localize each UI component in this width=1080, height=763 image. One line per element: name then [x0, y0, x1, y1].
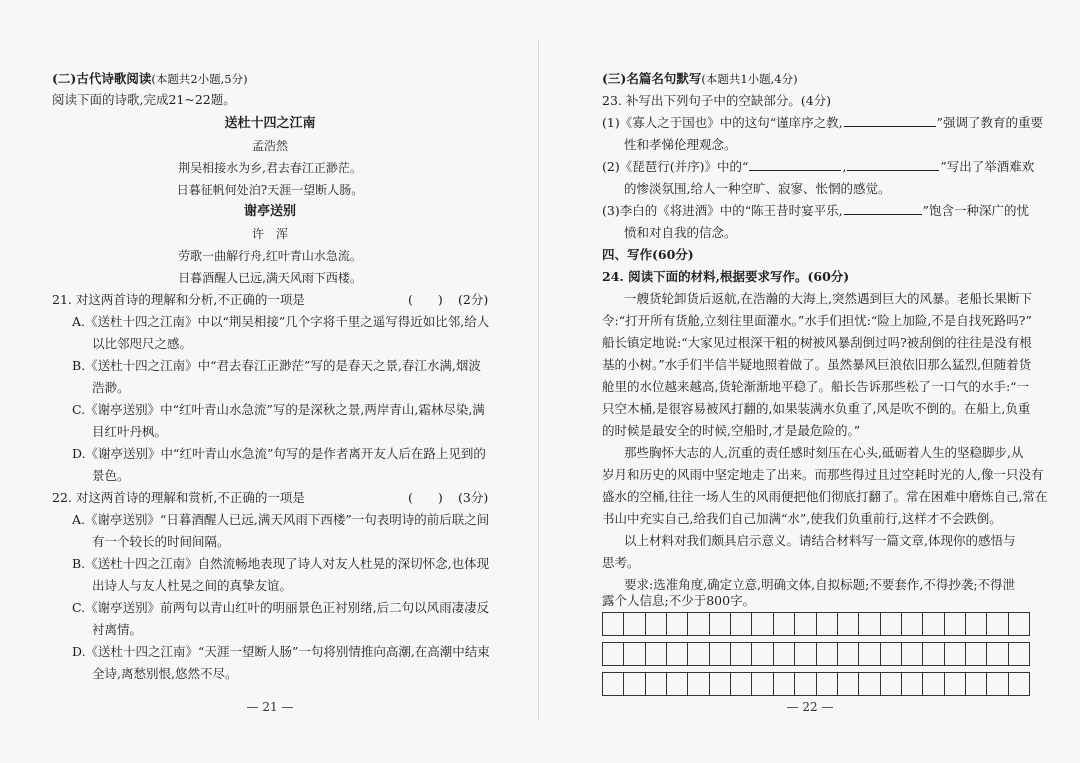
- material-line: 以上材料对我们颇具启示意义。请结合材料写一篇文章,体现你的感悟与: [624, 533, 1016, 548]
- poem2-title: 谢亭送别: [243, 204, 296, 219]
- poem1-line-1: 荆吴相接水为乡,君去春江正渺茫。: [178, 161, 362, 175]
- material-line: 一艘货轮卸货后返航,在浩瀚的大海上,突然遇到巨大的风暴。老船长果断下: [624, 291, 1032, 306]
- section4-title: 四、写作(60分): [602, 247, 694, 262]
- section-header-poetry: [52, 70, 248, 88]
- material-line: 基的小树。”水手们半信半疑地照着做了。虽然暴风巨浪依旧那么猛烈,但随着货: [602, 357, 1032, 372]
- material-line: 盛水的空桶,往往一场人生的风雨便把他们彻底打翻了。常在困难中磨炼自己,常在: [602, 489, 1048, 504]
- q22-option-c: C.《谢亭送别》前两句以青山红叶的明丽景色正衬别绪,后二句以风雨凄凄反: [72, 600, 490, 615]
- q23-item-1: [602, 114, 1043, 132]
- q23-1-prefix: (1)《寡人之于国也》中的这句“谨庠序之教,: [602, 115, 843, 130]
- section-title: (二)古代诗歌阅读: [52, 71, 152, 86]
- q23-item-2-cont: 的惨淡氛围,给人一种空旷、寂寥、怅惘的感觉。: [624, 181, 891, 196]
- q23-item-3: [602, 202, 1029, 220]
- q22-option-b-cont: 出诗人与友人杜晃之间的真挚友谊。: [92, 578, 293, 593]
- requirement-line: 要求:选准角度,确定立意,明确文体,自拟标题;不要套作,不得抄袭;不得泄: [624, 577, 1016, 592]
- material-line: 只空木桶,是很容易被风打翻的,如果装满水负重了,风是吹不倒的。在船上,负重: [602, 401, 1031, 416]
- q22-option-d: D.《送杜十四之江南》“天涯一望断人肠”一句将别情推向高潮,在高潮中结束: [72, 644, 490, 659]
- q23-1-blank[interactable]: [844, 114, 936, 127]
- q21-stem: 21. 对这两首诗的理解和分析,不正确的一项是: [52, 292, 305, 307]
- q21-option-d: D.《谢亭送别》中“红叶青山水急流”句写的是作者离开友人后在路上见到的: [72, 446, 486, 461]
- material-line: 令:“打开所有货舱,立刻往里面灌水。”水手们担忧:“险上加险,不是自找死路吗?”: [602, 313, 1032, 328]
- section-header-recitation: [602, 70, 798, 88]
- q22-answer-paren: ( ): [408, 490, 443, 505]
- right-page: [540, 0, 1080, 763]
- q23-2-separator: ,: [842, 159, 847, 174]
- q22-option-d-cont: 全诗,离愁别恨,悠然不尽。: [92, 666, 238, 681]
- page-number-22: — 22 —: [786, 700, 834, 714]
- q23-1-suffix: ”强调了教育的重要: [936, 115, 1043, 130]
- section-note: (本题共2小题,5分): [151, 72, 248, 86]
- section3-note: (本题共1小题,4分): [701, 72, 798, 86]
- material-line: 思考。: [602, 555, 640, 570]
- requirement-line: 露个人信息;不少于800字。: [602, 593, 756, 608]
- material-line: 的时候是最安全的时候,空船时,才是最危险的。”: [602, 423, 861, 438]
- q23-stem: 23. 补写出下列句子中的空缺部分。(4分): [602, 93, 832, 108]
- q23-3-blank[interactable]: [844, 202, 922, 215]
- q21-score: (2分): [458, 292, 489, 307]
- q21-option-a: A.《送杜十四之江南》中以“荆吴相接”几个字将千里之遥写得近如比邻,给人: [72, 314, 490, 329]
- instruction: 阅读下面的诗歌,完成21~22题。: [52, 92, 236, 107]
- material-line: 那些胸怀大志的人,沉重的责任感时刻压在心头,砥砺着人生的坚稳脚步,从: [624, 445, 1024, 460]
- q22-option-c-cont: 衬离情。: [92, 622, 143, 637]
- q23-2-blank-b[interactable]: [847, 158, 939, 171]
- material-line: 书山中充实自己,给我们自己加满“水”,使我们负重前行,这样才不会跌倒。: [602, 511, 1002, 526]
- q22-score: (3分): [458, 490, 489, 505]
- material-line: 舱里的水位越来越高,货轮渐渐地平稳了。船长告诉那些松了一口气的水手:“一: [602, 379, 1030, 394]
- q24-stem: 24. 阅读下面的材料,根据要求写作。(60分): [602, 269, 850, 284]
- writing-grid-row[interactable]: [602, 672, 1030, 696]
- q23-3-prefix: (3)李白的《将进酒》中的“陈王昔时宴平乐,: [602, 203, 843, 218]
- q21-option-c: C.《谢亭送别》中“红叶青山水急流”写的是深秋之景,两岸青山,霜林尽染,满: [72, 402, 485, 417]
- q21-option-a-cont: 以比邻咫尺之感。: [92, 336, 193, 351]
- poem1-title: 送杜十四之江南: [224, 116, 316, 131]
- page-number-21: — 21 —: [246, 700, 294, 714]
- section3-title: (三)名篇名句默写: [602, 71, 702, 86]
- poem1-line-2: 日暮征帆何处泊?天涯一望断人肠。: [176, 183, 364, 197]
- writing-grid[interactable]: [602, 612, 1030, 702]
- poem1-author: 孟浩然: [251, 139, 288, 153]
- q23-item-3-cont: 愤和对自我的信念。: [624, 225, 737, 240]
- q23-2-blank-a[interactable]: [749, 158, 841, 171]
- poem2-line-1: 劳歌一曲解行舟,红叶青山水急流。: [178, 249, 362, 263]
- q23-item-2: [602, 158, 1034, 176]
- q23-2-prefix: (2)《琵琶行(并序)》中的“: [602, 159, 749, 174]
- q21-answer-paren: ( ): [408, 292, 443, 307]
- q23-3-suffix: ”饱含一种深广的忧: [922, 203, 1029, 218]
- poem2-line-2: 日暮酒醒人已远,满天风雨下西楼。: [178, 271, 362, 285]
- material-line: 岁月和历史的风雨中坚定地走了出来。而那些得过且过空耗时光的人,像一只没有: [602, 467, 1044, 482]
- q22-stem: 22. 对这两首诗的理解和赏析,不正确的一项是: [52, 490, 305, 505]
- q23-2-suffix: ”写出了举酒难欢: [940, 159, 1035, 174]
- q22-option-b: B.《送杜十四之江南》自然流畅地表现了诗人对友人杜晃的深切怀念,也体现: [72, 556, 490, 571]
- writing-grid-row[interactable]: [602, 612, 1030, 636]
- poem2-author: 许 浑: [251, 227, 288, 241]
- q21-option-b: B.《送杜十四之江南》中“君去春江正渺茫”写的是春天之景,春江水满,烟波: [72, 358, 481, 373]
- material-line: 船长镇定地说:“大家见过根深干粗的树被风暴刮倒过吗?被刮倒的往往是没有根: [602, 335, 1032, 350]
- q21-option-b-cont: 浩渺。: [92, 380, 130, 395]
- q23-item-1-cont: 性和孝悌伦理观念。: [624, 137, 737, 152]
- q21-option-d-cont: 景色。: [92, 468, 130, 483]
- q21-option-c-cont: 目红叶丹枫。: [92, 424, 168, 439]
- q22-option-a-cont: 有一个较长的时间间隔。: [92, 534, 230, 549]
- writing-grid-row[interactable]: [602, 642, 1030, 666]
- q22-option-a: A.《谢亭送别》“日暮酒醒人已远,满天风雨下西楼”一句表明诗的前后联之间: [72, 512, 490, 527]
